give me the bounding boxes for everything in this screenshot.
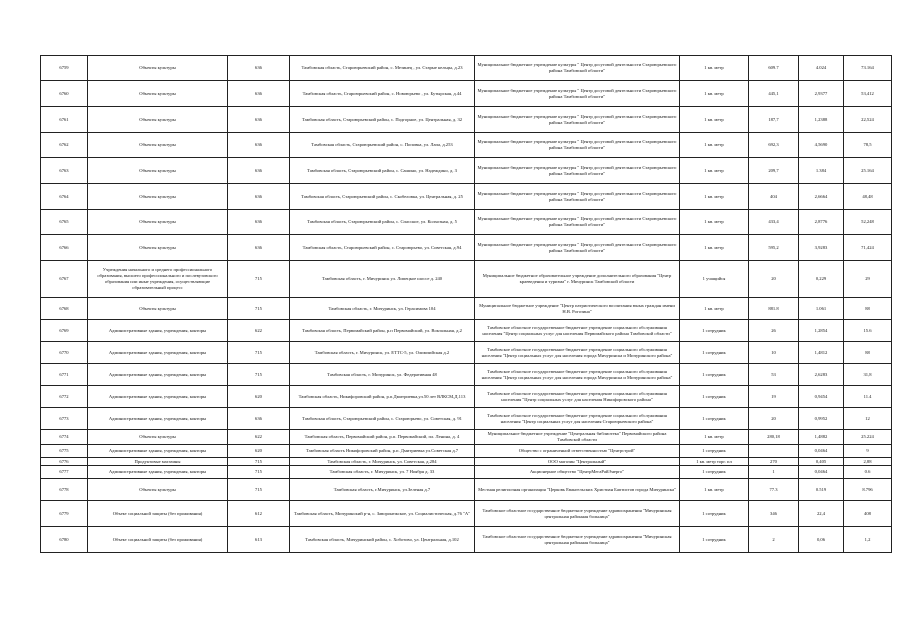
region-code: 636 — [228, 158, 290, 184]
value-2: 4.024 — [799, 56, 844, 81]
unit: 1 сотрудник — [680, 501, 749, 527]
organization: Муниципальное бюджетное учреждение "Центр патриотического воспитания юных граждан имени Н.В. Рогозина" — [475, 298, 680, 320]
address: Тамбовская область, Староюрьевский район, с. Новоюрьево , ул. Бутырская, д.44 — [290, 81, 475, 107]
address: Тамбовская область Никифоровский район, р.п. Дмитриевка ул.Советская д.7 — [290, 445, 475, 458]
value-1: 20 — [749, 408, 799, 430]
unit: 1 кв. метр — [680, 430, 749, 445]
address: Тамбовская область, г. Мичуринск, ул. Советская, д.284 — [290, 458, 475, 466]
object-type: Административные здания, учреждения, конторы — [88, 466, 228, 479]
unit: 1 кв. метр — [680, 298, 749, 320]
organization: Местная религиозная организация "Церковь Евангельских Христиан Баптистов города Мичуринска" — [475, 479, 680, 501]
row-number: 6780 — [41, 527, 88, 553]
unit: 1 кв. метр — [680, 81, 749, 107]
unit: 1 сотрудник — [680, 364, 749, 386]
value-2: 0,405 — [799, 458, 844, 466]
unit: 1 кв. метр — [680, 235, 749, 261]
object-type: Административные здания, учреждения, конторы — [88, 386, 228, 408]
value-2: 2,9377 — [799, 81, 844, 107]
object-type: Административные здания, учреждения, конторы — [88, 320, 228, 342]
value-2: 0,9952 — [799, 408, 844, 430]
row-number: 6776 — [41, 458, 88, 466]
table-row — [41, 527, 892, 553]
value-3: 88 — [844, 342, 892, 364]
row-number: 6773 — [41, 408, 88, 430]
address: Тамбовская область, Староюрьевский район, с. Сашино, ул. Надеждино, д. 3 — [290, 158, 475, 184]
unit: 1 кв. метр торг. пл — [680, 458, 749, 466]
organization: Общество с ограниченной ответственностью "Центрстрой" — [475, 445, 680, 458]
object-type: Объекты культуры — [88, 107, 228, 133]
organization: Тамбовское областное государственное бюджетное учреждение социального обслуживания населения "Центр социальных услуг для населения города Мичуринска и Мичуринского района" — [475, 364, 680, 386]
organization: Тамбовское областное государственное бюджетное учреждение здравоохранения "Мичуринская центральная районная больница" — [475, 527, 680, 553]
organization: Тамбовское областное государственное бюджетное учреждение социального обслуживания населения "Центр социальных услуг для населения Староюрьевского района" — [475, 408, 680, 430]
row-number: 6759 — [41, 56, 88, 81]
region-code: 715 — [228, 364, 290, 386]
table-row — [41, 501, 892, 527]
row-number: 6779 — [41, 501, 88, 527]
value-2: 4,5690 — [799, 133, 844, 158]
value-2: 0,06 — [799, 527, 844, 553]
row-number: 6763 — [41, 158, 88, 184]
registry-table-body — [41, 56, 892, 553]
value-1: 20 — [749, 261, 799, 298]
organization: Муниципальное бюджетное учреждение культуры " Центр досуговой деятельности Староюрьевского района Тамбовской области" — [475, 81, 680, 107]
region-code: 715 — [228, 458, 290, 466]
value-3: 25.224 — [844, 430, 892, 445]
row-number: 6767 — [41, 261, 88, 298]
unit: 1 кв. метр — [680, 133, 749, 158]
table-row — [41, 320, 892, 342]
unit: 1 учащийся — [680, 261, 749, 298]
address: Тамбовская область, Староюрьевский район, с. Спасское, ул. Колхозная, д. 5 — [290, 210, 475, 235]
region-code: 612 — [228, 501, 290, 527]
region-code: 622 — [228, 320, 290, 342]
unit: 1 кв. метр — [680, 210, 749, 235]
table-row — [41, 479, 892, 501]
value-3: 1,2 — [844, 527, 892, 553]
organization: Тамбовское областное государственное бюджетное учреждение социального обслуживания населения "Центр социальных услуг для населения Никифоровского района" — [475, 386, 680, 408]
address: Тамбовская область, Мичуринский район, с. Хоботово, ул. Центральная, д.102 — [290, 527, 475, 553]
registry-table-page — [40, 55, 891, 553]
object-type: Продуктовые магазины — [88, 458, 228, 466]
value-3: 25.164 — [844, 158, 892, 184]
object-type: Объекты культуры — [88, 133, 228, 158]
object-type: Административные здания, учреждения, конторы — [88, 364, 228, 386]
value-3: 22,524 — [844, 107, 892, 133]
region-code: 622 — [228, 430, 290, 445]
organization: Муниципальное бюджетное образовательное учреждение дополнительного образования "Центр краеведения и туризма" г. Мичуринск Тамбовской области — [475, 261, 680, 298]
row-number: 6777 — [41, 466, 88, 479]
object-type: Административные здания, учреждения, конторы — [88, 408, 228, 430]
value-2: 1,4812 — [799, 342, 844, 364]
value-3: 71,424 — [844, 235, 892, 261]
region-code: 715 — [228, 298, 290, 320]
value-2: 0,0464 — [799, 466, 844, 479]
organization: Муниципальное бюджетное учреждение культуры " Центр досуговой деятельности Староюрьевского района Тамбовской области" — [475, 184, 680, 210]
value-3: 52,248 — [844, 210, 892, 235]
value-2: 0,0464 — [799, 445, 844, 458]
value-3: 29 — [844, 261, 892, 298]
organization: Акционерное общество "ЦентрМегаРайЭнерго" — [475, 466, 680, 479]
table-row — [41, 261, 892, 298]
value-2: 1,2388 — [799, 107, 844, 133]
unit: 1 сотрудник — [680, 408, 749, 430]
organization: Муниципальное бюджетное учреждение культуры " Центр досуговой деятельности Староюрьевского района Тамбовской области" — [475, 210, 680, 235]
object-type: Объекты культуры — [88, 81, 228, 107]
address: Тамбовская область, Первомайский район, р.п. Первомайский, пл. Ленина, д. 4 — [290, 430, 475, 445]
organization: Муниципальное бюджетное учреждение культуры " Центр досуговой деятельности Староюрьевского района Тамбовской области" — [475, 158, 680, 184]
region-code: 636 — [228, 81, 290, 107]
address: Тамбовская область, Староюрьевский район, с. Староюрьево, ул. Советская, д. 91 — [290, 408, 475, 430]
row-number: 6771 — [41, 364, 88, 386]
address: Тамбовская область, г.Мичуринск, ул.Зеленая д.7 — [290, 479, 475, 501]
row-number: 6770 — [41, 342, 88, 364]
value-3: 0.6 — [844, 466, 892, 479]
object-type: Объект социальной защиты (без проживания) — [88, 527, 228, 553]
address: Тамбовская область, г. Мичуринск, ул. Герасимова 104 — [290, 298, 475, 320]
object-type: Объекты культуры — [88, 298, 228, 320]
value-1: 609.7 — [749, 56, 799, 81]
value-2: 2,6283 — [799, 364, 844, 386]
unit: 1 сотрудник — [680, 386, 749, 408]
organization: Муниципальное бюджетное учреждение "Центральная библиотека" Первомайского района Тамбовской области — [475, 430, 680, 445]
organization: Муниципальное бюджетное учреждение культуры " Центр досуговой деятельности Староюрьевского района Тамбовской области" — [475, 133, 680, 158]
table-row — [41, 458, 892, 466]
value-1: 26 — [749, 320, 799, 342]
value-2: 0.519 — [799, 479, 844, 501]
unit: 1 кв. метр — [680, 107, 749, 133]
unit: 1 кв. метр — [680, 158, 749, 184]
row-number: 6765 — [41, 210, 88, 235]
value-3: 8.796 — [844, 479, 892, 501]
object-type: Объекты культуры — [88, 158, 228, 184]
value-3: 78,5 — [844, 133, 892, 158]
table-row — [41, 158, 892, 184]
object-type: Учреждения начального и среднего профессионального образования, высшего профессионального и послевузовского образования или иные учреждения, осуществляющие образовательный процесс — [88, 261, 228, 298]
value-2: 2,8776 — [799, 210, 844, 235]
value-1: 1 — [749, 466, 799, 479]
value-3: 11.4 — [844, 386, 892, 408]
organization: ООО магазин "Центральный" — [475, 458, 680, 466]
address: Тамбовская область, г. Мичуринск ул. Липецкое шоссе д. 240 — [290, 261, 475, 298]
row-number: 6768 — [41, 298, 88, 320]
value-1: 187,7 — [749, 107, 799, 133]
table-row — [41, 466, 892, 479]
object-type: Объекты культуры — [88, 235, 228, 261]
row-number: 6762 — [41, 133, 88, 158]
row-number: 6775 — [41, 445, 88, 458]
value-3: 48,48 — [844, 184, 892, 210]
table-row — [41, 133, 892, 158]
value-2: 1,4882 — [799, 430, 844, 445]
address: Тамбовская область, г. Мичуринск, ул. ЕТТС-5, ул. Олимпийская д.2 — [290, 342, 475, 364]
region-code: 636 — [228, 210, 290, 235]
address: Тамбовская область, Мичуринский р-н, с. Заворонежское, ул. Социалистическая, д.76 "А" — [290, 501, 475, 527]
address: Тамбовская область, г. Мичуринск, ул. 7 Ноября д. 33 — [290, 466, 475, 479]
object-type: Объекты культуры — [88, 430, 228, 445]
address: Тамбовская область, г. Мичуринск, ул. Федеративная 48 — [290, 364, 475, 386]
row-number: 6764 — [41, 184, 88, 210]
value-1: 881.8 — [749, 298, 799, 320]
table-row — [41, 298, 892, 320]
region-code: 715 — [228, 466, 290, 479]
region-code: 636 — [228, 133, 290, 158]
object-type: Объекты культуры — [88, 210, 228, 235]
organization: Муниципальное бюджетное учреждение культуры " Центр досуговой деятельности Староюрьевского района Тамбовской области" — [475, 235, 680, 261]
address: Тамбовская область, Староюрьевский район, с. Мезинец , ул. Старые кельцы, д.23 — [290, 56, 475, 81]
row-number: 6769 — [41, 320, 88, 342]
address: Тамбовская область, Первомайский район, р.п Первомайский, ул. Вокзальная, д.2 — [290, 320, 475, 342]
value-2: 3,9283 — [799, 235, 844, 261]
region-code: 715 — [228, 261, 290, 298]
organization: Муниципальное бюджетное учреждение культуры " Центр досуговой деятельности Староюрьевского района Тамбовской области" — [475, 56, 680, 81]
value-1: 280,18 — [749, 430, 799, 445]
table-row — [41, 235, 892, 261]
region-code: 636 — [228, 56, 290, 81]
object-type: Административные здания, учреждения, конторы — [88, 445, 228, 458]
address: Тамбовская область, Староюрьевский район, с. Скобеловка, ул. Центральная, д. 25 — [290, 184, 475, 210]
table-row — [41, 364, 892, 386]
unit: 1 сотрудник — [680, 527, 749, 553]
value-1: 10 — [749, 342, 799, 364]
object-type: Административные здания, учреждения, конторы — [88, 342, 228, 364]
address: Тамбовская область, Староюрьевский район, с. Староюрьево, ул. Советская, д.94 — [290, 235, 475, 261]
value-1: 433,4 — [749, 210, 799, 235]
region-code: 636 — [228, 107, 290, 133]
unit: 1 сотрудник — [680, 320, 749, 342]
unit: 1 кв. метр — [680, 56, 749, 81]
value-1: 209,7 — [749, 158, 799, 184]
value-2: 2,6664 — [799, 184, 844, 210]
value-1: 19 — [749, 386, 799, 408]
table-row — [41, 430, 892, 445]
row-number: 6760 — [41, 81, 88, 107]
object-type: Объекты культуры — [88, 184, 228, 210]
address: Тамбовская область, Староюрьевский район, с. Поповка, ул. Лапа, д.253 — [290, 133, 475, 158]
table-row — [41, 184, 892, 210]
value-3: 408 — [844, 501, 892, 527]
organization: Тамбовское областное государственное бюджетное учреждение социального обслуживания населения "Центр социальных услуг для населения города Мичуринска и Мичуринского района" — [475, 342, 680, 364]
row-number: 6766 — [41, 235, 88, 261]
value-1: 270 — [749, 458, 799, 466]
value-1: 445,1 — [749, 81, 799, 107]
unit: 1 сотрудник — [680, 342, 749, 364]
object-type: Объекты культуры — [88, 56, 228, 81]
value-1: 77.3 — [749, 479, 799, 501]
row-number: 6761 — [41, 107, 88, 133]
organization: Тамбовское областное государственное бюджетное учреждение здравоохранения "Мичуринская центральная районная больница" — [475, 501, 680, 527]
region-code: 613 — [228, 527, 290, 553]
unit: 1 сотрудник — [680, 466, 749, 479]
value-1 — [749, 445, 799, 458]
registry-table — [40, 55, 892, 553]
organization: Тамбовское областное государственное бюджетное учреждение социального обслуживания населения "Центр социальных услуг для населения Первомайского района Тамбовской области" — [475, 320, 680, 342]
value-3: 12 — [844, 408, 892, 430]
table-row — [41, 342, 892, 364]
row-number: 6778 — [41, 479, 88, 501]
table-row — [41, 81, 892, 107]
value-3: 15.6 — [844, 320, 892, 342]
value-3: 9 — [844, 445, 892, 458]
unit: 1 кв. метр — [680, 479, 749, 501]
row-number: 6772 — [41, 386, 88, 408]
region-code: 620 — [228, 386, 290, 408]
table-row — [41, 386, 892, 408]
region-code: 636 — [228, 235, 290, 261]
region-code: 715 — [228, 342, 290, 364]
unit: 1 кв. метр — [680, 184, 749, 210]
table-row — [41, 56, 892, 81]
region-code: 636 — [228, 408, 290, 430]
unit: 1 сотрудник — [680, 445, 749, 458]
value-1: 404 — [749, 184, 799, 210]
value-1: 53 — [749, 364, 799, 386]
value-2: 1,2854 — [799, 320, 844, 342]
value-3: 73.164 — [844, 56, 892, 81]
region-code: 715 — [228, 479, 290, 501]
value-1: 346 — [749, 501, 799, 527]
value-1: 595,2 — [749, 235, 799, 261]
object-type: Объект социальной защиты (без проживания) — [88, 501, 228, 527]
region-code: 636 — [228, 184, 290, 210]
value-2: 1.061 — [799, 298, 844, 320]
table-row — [41, 107, 892, 133]
region-code: 620 — [228, 445, 290, 458]
table-row — [41, 408, 892, 430]
value-1: 2 — [749, 527, 799, 553]
value-2: 0,9454 — [799, 386, 844, 408]
value-2: 22,4 — [799, 501, 844, 527]
table-row — [41, 445, 892, 458]
object-type: Объекты культуры — [88, 479, 228, 501]
address: Тамбовская область, Староюрьевский район, с. Подгорное, ул. Центральная, д. 32 — [290, 107, 475, 133]
value-1: 692,3 — [749, 133, 799, 158]
row-number: 6774 — [41, 430, 88, 445]
value-3: 53,412 — [844, 81, 892, 107]
address: Тамбовская область, Никифоровский район, р.п.Дмитриевка,ул.50 лет ВЛКСМ,Д.113 — [290, 386, 475, 408]
table-row — [41, 210, 892, 235]
value-3: 88 — [844, 298, 892, 320]
organization: Муниципальное бюджетное учреждение культуры " Центр досуговой деятельности Староюрьевского района Тамбовской области" — [475, 107, 680, 133]
value-2: 0,229 — [799, 261, 844, 298]
value-3: 31,8 — [844, 364, 892, 386]
value-2: 1.384 — [799, 158, 844, 184]
value-3: 2,88 — [844, 458, 892, 466]
